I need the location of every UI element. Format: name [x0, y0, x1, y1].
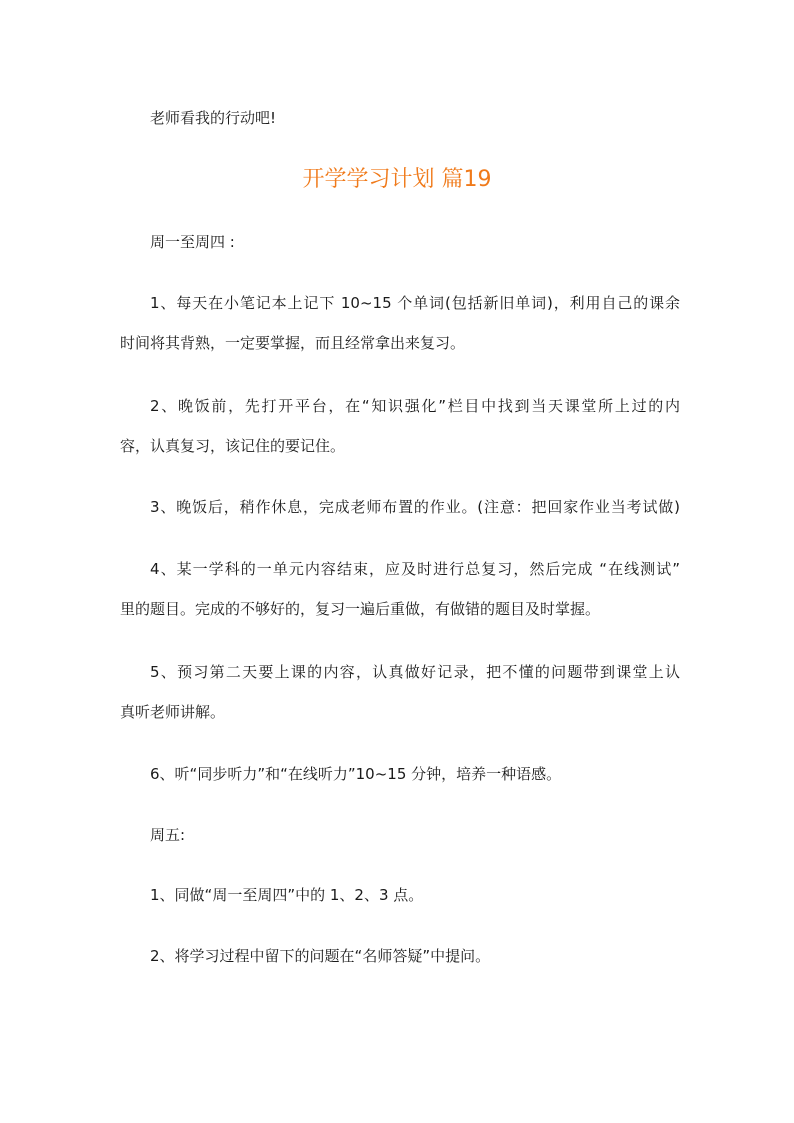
- weekday-heading: 周一至周四 :: [150, 233, 235, 251]
- list-item-3-line-1: 3、晚饭后，稍作休息，完成老师布置的作业。(注意：把回家作业当考试做): [150, 498, 680, 516]
- list-item-2-line-2: 容，认真复习，该记住的要记住。: [120, 437, 346, 455]
- list-item-4-line-2: 里的题目。完成的不够好的，复习一遍后重做，有做错的题目及时掌握。: [120, 600, 601, 618]
- list-item-4-line-1: 4、某一学科的一单元内容结束，应及时进行总复习，然后完成 “在线测试”: [150, 560, 680, 578]
- section-title: 开学学习计划 篇19: [302, 167, 492, 192]
- friday-item-2: 2、将学习过程中留下的问题在“名师答疑”中提问。: [150, 947, 491, 965]
- list-item-5-line-1: 5、预习第二天要上课的内容，认真做好记录，把不懂的问题带到课堂上认: [150, 663, 680, 681]
- list-item-1-line-1: 1、每天在小笔记本上记下 10~15 个单词(包括新旧单词)，利用自己的课余: [150, 294, 680, 312]
- list-item-6-line-1: 6、听“同步听力”和“在线听力”10~15 分钟，培养一种语感。: [150, 765, 562, 783]
- intro-text: 老师看我的行动吧!: [150, 109, 277, 127]
- list-item-5-line-2: 真听老师讲解。: [120, 703, 226, 721]
- list-item-2-line-1: 2、晚饭前，先打开平台，在“知识强化”栏目中找到当天课堂所上过的内: [150, 397, 680, 415]
- list-item-1-line-2: 时间将其背熟，一定要掌握，而且经常拿出来复习。: [120, 334, 466, 352]
- friday-heading: 周五:: [150, 826, 186, 844]
- friday-item-1: 1、同做“周一至周四”中的 1、2、3 点。: [150, 886, 424, 904]
